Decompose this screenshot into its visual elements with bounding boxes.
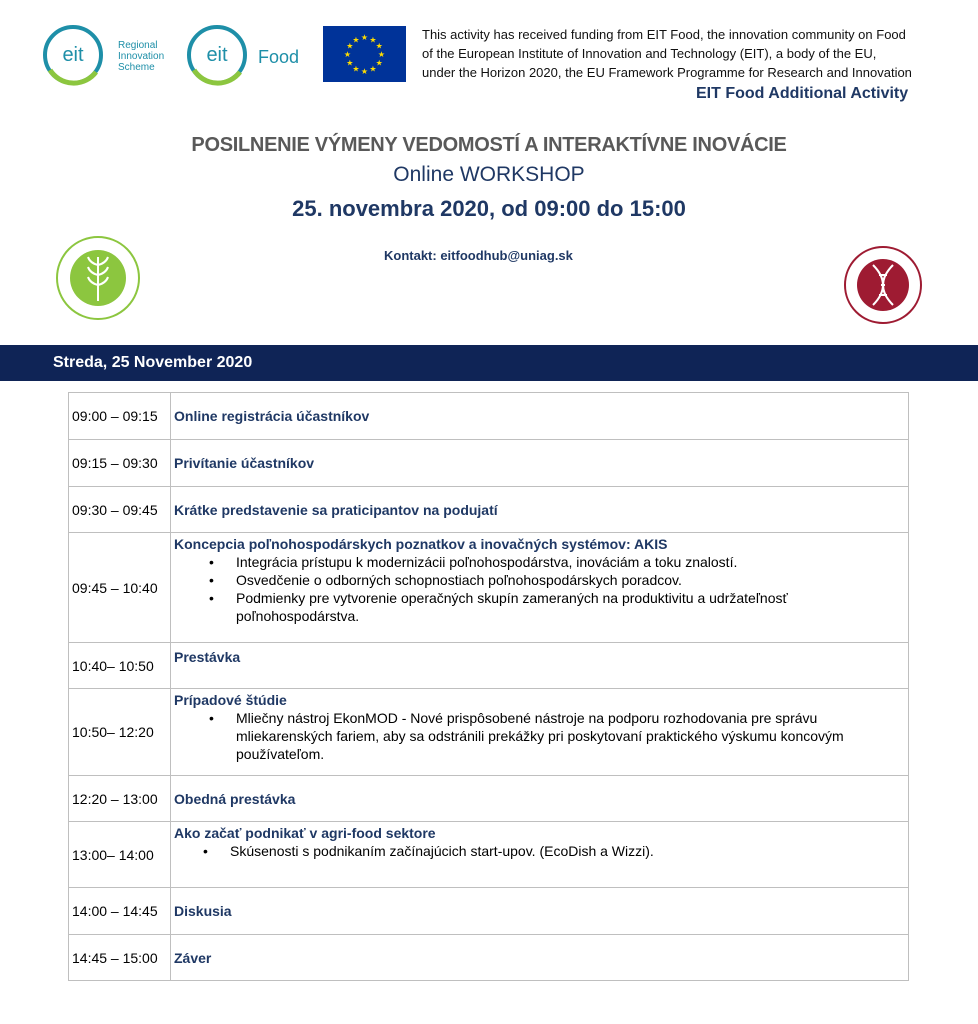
time-cell: 10:40– 10:50 <box>69 643 171 689</box>
bullet-list <box>174 842 908 860</box>
food-logo-text: eit <box>206 44 228 66</box>
time-cell: 09:00 – 09:15 <box>69 393 171 440</box>
time-cell: 09:30 – 09:45 <box>69 487 171 533</box>
eu-star-icon: ★ <box>375 58 383 68</box>
table-row <box>69 822 909 888</box>
faculty-seal-right-icon <box>843 245 923 325</box>
eu-star-icon: ★ <box>346 58 354 68</box>
eit-logo-text: eit <box>62 44 84 66</box>
agenda-item-title: Krátke predstavenie sa praticipantov na podujatí <box>174 501 498 518</box>
bullet-list <box>174 709 908 763</box>
list-item: • Podmienky pre vytvorenie operačných skupín zameraných na produktivitu a udržateľnosť poľnohospodárstva. <box>236 589 908 625</box>
day-header: Streda, 25 November 2020 <box>53 354 253 371</box>
eu-star-icon: ★ <box>352 35 360 45</box>
day-header-band <box>0 345 978 381</box>
eu-star-icon: ★ <box>360 67 369 76</box>
additional-activity-label: EIT Food Additional Activity <box>696 85 909 102</box>
agenda-item-title: Obedná prestávka <box>174 790 296 807</box>
time-cell: 12:20 – 13:00 <box>69 776 171 822</box>
eu-flag-icon <box>323 26 406 82</box>
contact-email: Kontakt: eitfoodhub@uniag.sk <box>384 248 573 263</box>
eu-star-icon: ★ <box>352 64 360 74</box>
eu-star-icon: ★ <box>360 33 369 42</box>
time-cell: 09:15 – 09:30 <box>69 440 171 487</box>
table-row <box>69 487 909 533</box>
time-cell: 14:45 – 15:00 <box>69 935 171 981</box>
table-row <box>69 393 909 440</box>
eu-star-icon: ★ <box>346 41 354 51</box>
list-item: • Skúsenosti s podnikaním začínajúcich start-upov. (EcoDish a Wizzi). <box>230 842 908 860</box>
table-row <box>69 935 909 981</box>
eit-food-logo <box>184 24 254 86</box>
event-title: POSILNENIE VÝMENY VEDOMOSTÍ A INTERAKTÍVNE INOVÁCIE <box>191 134 787 156</box>
bullet-list <box>174 553 908 625</box>
agenda-item-title: Záver <box>174 949 212 966</box>
eit-ris-logo <box>40 24 110 86</box>
eu-star-icon: ★ <box>377 50 386 59</box>
time-cell: 14:00 – 14:45 <box>69 888 171 935</box>
agenda-item-title: Privítanie účastníkov <box>174 455 315 471</box>
agenda-table <box>68 392 909 981</box>
agenda-item-title: Ako začať podnikať v agri-food sektore <box>174 825 436 841</box>
eu-star-icon: ★ <box>369 35 377 45</box>
table-row <box>69 888 909 935</box>
food-word: Food <box>258 47 300 67</box>
eu-star-icon: ★ <box>375 41 383 51</box>
time-cell: 13:00– 14:00 <box>69 822 171 888</box>
list-item: • Osvedčenie o odborných schopnostiach poľnohospodárskych poradcov. <box>236 571 908 589</box>
funding-statement: This activity has received funding from EIT Food, the innovation community on Food of the European Institute of Innovation and Technology (EIT), a body of the EU, under the Horizon 2020, the EU Framework Programme for Research and Innovation <box>422 27 912 80</box>
agenda-item-title: Prestávka <box>174 649 241 665</box>
table-row <box>69 776 909 822</box>
agenda-item-title: Online registrácia účastníkov <box>174 408 370 424</box>
eu-star-icon: ★ <box>343 50 352 59</box>
agenda-item-title: Prípadové štúdie <box>174 692 287 708</box>
table-row <box>69 643 909 689</box>
time-cell: 09:45 – 10:40 <box>69 533 171 643</box>
list-item: • Mliečny nástroj EkonMOD - Nové prispôsobené nástroje na podporu rozhodovania pre správu mliekarenských fariem, aby sa odstránili prekážky pri poskytovaní praktického výskumu koncovým používateľom. <box>236 709 908 763</box>
event-subtitle: Online WORKSHOP <box>393 163 585 186</box>
university-seal-left-icon <box>55 235 141 321</box>
list-item: • Integrácia prístupu k modernizácii poľnohospodárstva, inováciám a toku znalostí. <box>236 553 908 571</box>
agenda-item-title: Diskusia <box>174 903 232 919</box>
table-row <box>69 689 909 776</box>
table-row <box>69 533 909 643</box>
agenda-item-title: Koncepcia poľnohospodárskych poznatkov a inovačných systémov: AKIS <box>174 536 668 552</box>
ris-label: Regional Innovation Scheme <box>118 40 165 73</box>
event-date: 25. novembra 2020, od 09:00 do 15:00 <box>292 196 686 221</box>
eu-star-icon: ★ <box>369 64 377 74</box>
table-row <box>69 440 909 487</box>
time-cell: 10:50– 12:20 <box>69 689 171 776</box>
